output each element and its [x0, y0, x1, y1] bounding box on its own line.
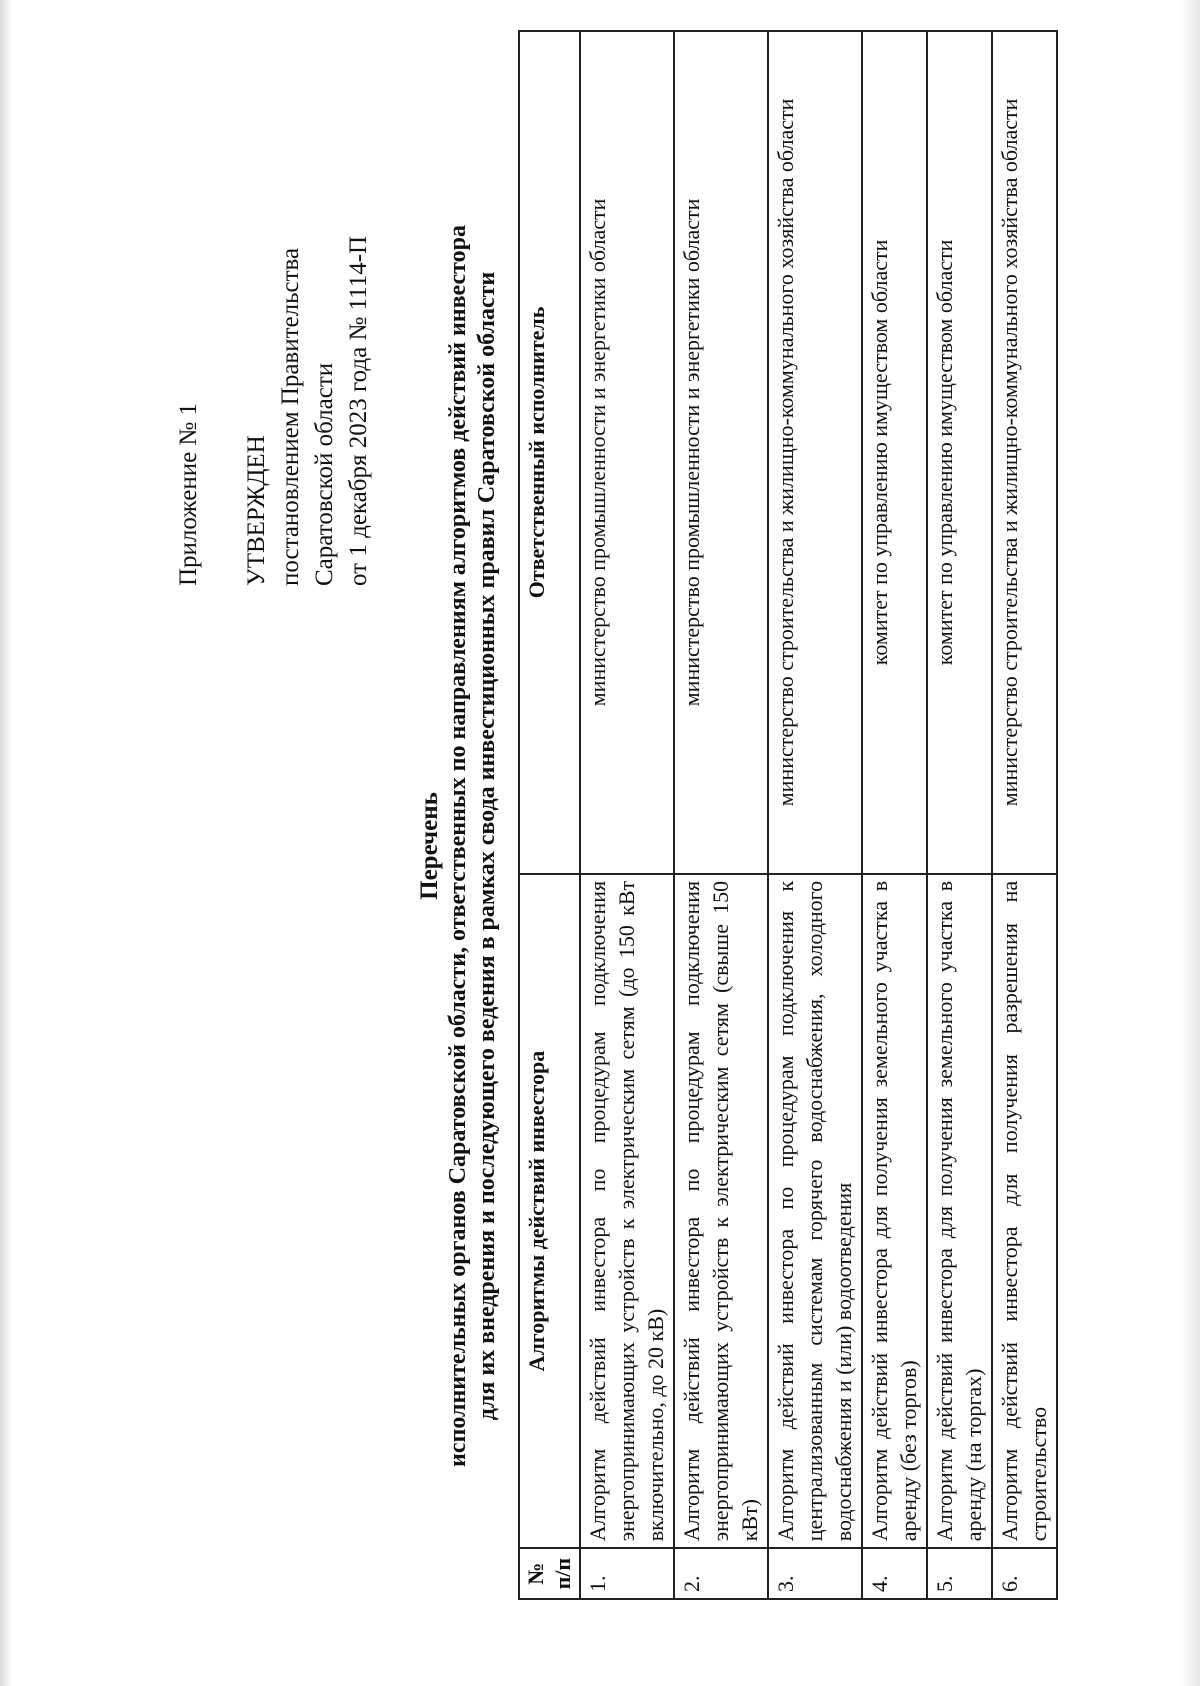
- document-title: [415, 66, 502, 1626]
- approved-label: УТВЕРЖДЕН: [243, 435, 270, 586]
- title-line-1: исполнительных органов Саратовской области, ответственных по направлениям алгоритмов действий инвестора: [445, 225, 471, 1467]
- row-algorithm: Алгоритм действий инвестора по процедурам подключения энергопринимающих устройств к электрическим сетям (свыше 150 кВт): [674, 874, 768, 1548]
- row-algorithm: Алгоритм действий инвестора по процедурам подключения к централизованным системам горячего водоснабжения, холодного водоснабжения и (или) водоотведения: [768, 874, 862, 1548]
- header-number-sign: №: [523, 1562, 548, 1585]
- title-heading: Перечень: [416, 792, 443, 900]
- row-algorithm: Алгоритм действий инвестора по процедурам подключения энергопринимающих устройств к электрическим сетям (до 150 кВт включительно, до 20 кВ): [580, 874, 674, 1548]
- header-number-pp: п/п: [550, 1557, 575, 1590]
- table-header-row: [519, 31, 580, 1599]
- table-row: [992, 31, 1057, 1599]
- table-row: [862, 31, 927, 1599]
- row-number: 6.: [992, 1548, 1057, 1599]
- row-number: 1.: [580, 1548, 674, 1599]
- title-line-2: для их внедрения и последующего ведения в рамках свода инвестиционных правил Саратовской области: [474, 271, 500, 1421]
- header-algorithm: Алгоритмы действий инвестора: [519, 874, 580, 1548]
- header-responsible: Ответственный исполнитель: [519, 31, 580, 874]
- approval-line-3: от 1 декабря 2023 года № 1114-П: [345, 235, 372, 586]
- approval-line-1: постановлением Правительства: [277, 247, 304, 586]
- approval-line-2: Саратовской области: [311, 362, 338, 586]
- row-algorithm: Алгоритм действий инвестора для получения земельного участка в аренду (без торгов): [862, 874, 927, 1548]
- executors-table: [518, 30, 1058, 1600]
- row-responsible: министерство строительства и жилищно-коммунального хозяйства области: [768, 31, 862, 874]
- row-number: 3.: [768, 1548, 862, 1599]
- row-number: 5.: [927, 1548, 992, 1599]
- row-algorithm: Алгоритм действий инвестора для получения разрешения на строительство: [992, 874, 1057, 1548]
- row-algorithm: Алгоритм действий инвестора для получения земельного участка в аренду (на торгах): [927, 874, 992, 1548]
- table-row: [580, 31, 674, 1599]
- approval-stamp: [172, 26, 376, 586]
- row-responsible: министерство строительства и жилищно-коммунального хозяйства области: [992, 31, 1057, 874]
- row-responsible: комитет по управлению имуществом области: [927, 31, 992, 874]
- table-row: [768, 31, 862, 1599]
- row-number: 2.: [674, 1548, 768, 1599]
- table-row: [927, 31, 992, 1599]
- header-number: [519, 1548, 580, 1599]
- row-number: 4.: [862, 1548, 927, 1599]
- row-responsible: комитет по управлению имуществом области: [862, 31, 927, 874]
- row-responsible: министерство промышленности и энергетики области: [580, 31, 674, 874]
- table-row: [674, 31, 768, 1599]
- appendix-label: Приложение № 1: [175, 402, 202, 586]
- row-responsible: министерство промышленности и энергетики области: [674, 31, 768, 874]
